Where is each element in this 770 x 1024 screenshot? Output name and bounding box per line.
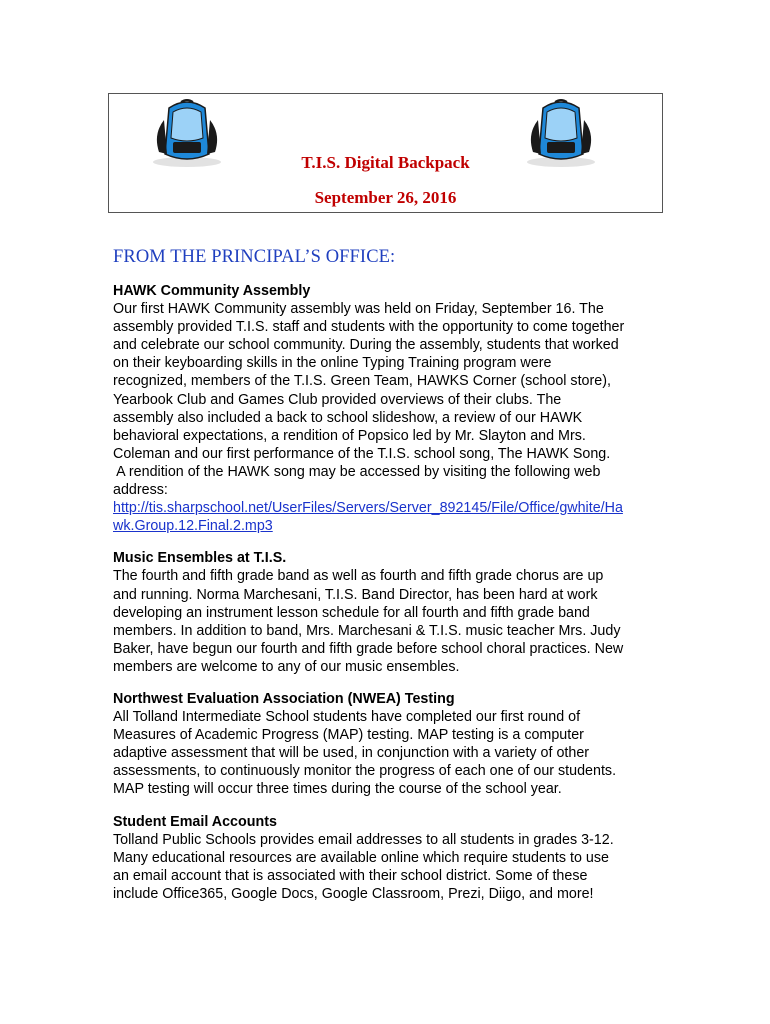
body-line: Our first HAWK Community assembly was held on Friday, September 16. The <box>113 301 604 318</box>
newsletter-title: T.I.S. Digital Backpack <box>301 153 470 172</box>
body-line: developing an instrument lesson schedule for all fourth and fifth grade band <box>113 604 590 621</box>
body-line: members. In addition to band, Mrs. Marchesani & T.I.S. music teacher Mrs. Judy <box>113 622 621 639</box>
body-line: Many educational resources are available online which require students to use <box>113 849 609 866</box>
body-line: Measures of Academic Progress (MAP) testing. MAP testing is a computer <box>113 727 584 744</box>
body-line: behavioral expectations, a rendition of Popsico led by Mr. Slayton and Mrs. <box>113 427 586 444</box>
newsletter-date: September 26, 2016 <box>314 188 457 207</box>
link-line: http://tis.sharpschool.net/UserFiles/Servers/Server_892145/File/Office/gwhite/Ha <box>113 500 623 517</box>
body-line: A rendition of the HAWK song may be accessed by visiting the following web <box>113 463 601 480</box>
article-body <box>113 300 673 535</box>
body-line: MAP testing will occur three times during the course of the school year. <box>113 781 562 798</box>
body-line: recognized, members of the T.I.S. Green Team, HAWKS Corner (school store), <box>113 373 611 390</box>
article-title: HAWK Community Assembly <box>113 283 311 299</box>
body-line: and running. Norma Marchesani, T.I.S. Band Director, has been hard at work <box>113 586 598 603</box>
hawk-song-link[interactable] <box>113 499 673 535</box>
link-line: wk.Group.12.Final.2.mp3 <box>113 518 273 535</box>
section-heading: FROM THE PRINCIPAL’S OFFICE: <box>113 247 396 267</box>
body-line: include Office365, Google Docs, Google Classroom, Prezi, Diigo, and more! <box>113 885 594 902</box>
body-line: address: <box>113 482 168 499</box>
article-music-ensembles <box>113 549 673 676</box>
body-line: Baker, have begun our fourth and fifth grade before school choral practices. New <box>113 640 624 657</box>
article-title: Northwest Evaluation Association (NWEA) Testing <box>113 690 455 707</box>
body-line: The fourth and fifth grade band as well as fourth and fifth grade chorus are up <box>113 568 604 585</box>
body-line: and celebrate our school community. During the assembly, students that worked <box>113 337 619 354</box>
article-body <box>113 708 673 798</box>
body-line: members are welcome to any of our music ensembles. <box>113 658 460 675</box>
body-line: on their keyboarding skills in the online Typing Training program were <box>113 355 552 372</box>
article-title: Music Ensembles at T.I.S. <box>113 550 287 567</box>
body-line: adaptive assessment that will be used, in conjunction with a variety of other <box>113 745 590 762</box>
body-line: assessments, to continuously monitor the progress of each one of our students. <box>113 763 617 780</box>
newsletter-header <box>108 93 663 213</box>
article-body <box>113 567 673 676</box>
articles-content <box>113 282 673 917</box>
body-line: assembly provided T.I.S. staff and students with the opportunity to come together <box>113 319 625 336</box>
article-body <box>113 831 673 903</box>
article-title: Student Email Accounts <box>113 813 277 830</box>
body-line: Coleman and our first performance of the T.I.S. school song, The HAWK Song. <box>113 445 611 462</box>
article-hawk-assembly <box>113 282 673 535</box>
body-line: an email account that is associated with their school district. Some of these <box>113 867 588 884</box>
body-line: Yearbook Club and Games Club provided overviews of their clubs. The <box>113 391 562 408</box>
article-student-email <box>113 813 673 903</box>
article-nwea-testing <box>113 690 673 799</box>
body-line: Tolland Public Schools provides email addresses to all students in grades 3-12. <box>113 831 614 848</box>
body-line: assembly also included a back to school slideshow, a review of our HAWK <box>113 409 583 426</box>
body-line: All Tolland Intermediate School students have completed our first round of <box>113 709 581 726</box>
